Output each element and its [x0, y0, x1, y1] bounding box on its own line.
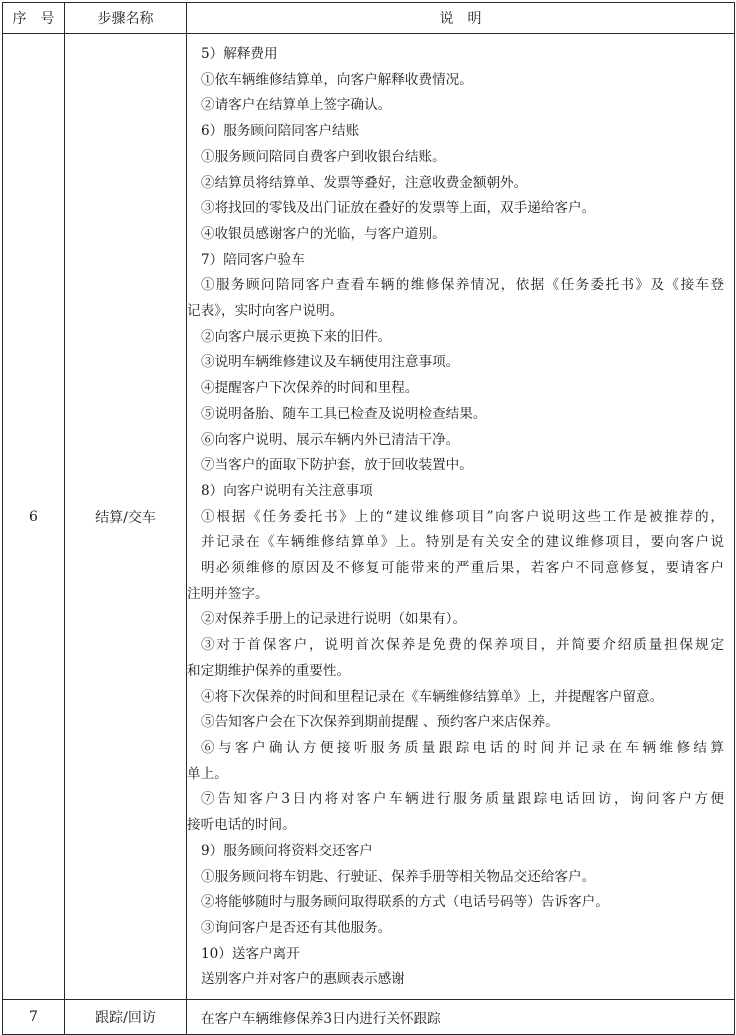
description-line: ③对于首保客户，说明首次保养是免费的保养项目，并简要介绍质量担保规定: [201, 637, 724, 654]
description-line: ⑥向客户说明、展示车辆内外已清洁干净。: [201, 431, 460, 448]
description-line: 单上。: [187, 765, 228, 782]
description-line: ②向客户展示更换下来的旧件。: [201, 328, 392, 345]
description-line: 10）送客户离开: [201, 945, 300, 962]
description-line: ⑦当客户的面取下防护套，放于回收装置中。: [201, 457, 473, 474]
description-line: 送别客户并对客户的惠顾表示感谢: [201, 971, 405, 988]
description-line: ③说明车辆维修建议及车辆使用注意事项。: [201, 354, 460, 371]
description-line: ①服务顾问陪同自费客户到收银台结账。: [201, 148, 446, 165]
description-line: ③将找回的零钱及出门证放在叠好的发票等上面，双手递给客户。: [201, 200, 596, 217]
description-line: 注明并签字。: [187, 585, 269, 602]
description-line: ⑤告知客户会在下次保养到期前提醒 、预约客户来店保养。: [201, 714, 559, 731]
procedure-table: [2, 2, 735, 1035]
description-line: 9）服务顾问将资料交还客户: [201, 842, 373, 859]
description-line: ①服务顾问将车钥匙、行驶证、保养手册等相关物品交还给客户。: [201, 868, 596, 885]
description-line: 8）向客户说明有关注意事项: [201, 482, 373, 499]
description-line: 7）陪同客户验车: [201, 251, 305, 268]
description-line: 6）服务顾问陪同客户结账: [201, 123, 360, 140]
description-line: ⑥与客户确认方便接听服务质量跟踪电话的时间并记录在车辆维修结算: [201, 739, 724, 756]
description-line: ②对保养手册上的记录进行说明（如果有）。: [201, 611, 467, 628]
description-line: ⑤说明备胎、随车工具已检查及说明检查结果。: [201, 405, 487, 422]
description-line: ①服务顾问陪同客户查看车辆的维修保养情况，依据《任务委托书》及《接车登: [201, 277, 724, 294]
table-row: [3, 34, 735, 1000]
header-number: 序 号: [3, 3, 65, 34]
description-line: ④提醒客户下次保养的时间和里程。: [201, 380, 419, 397]
description-line: ①根据《任务委托书》上的“建议维修项目”向客户说明这些工作是被推荐的，: [201, 508, 724, 525]
description-line: ②结算员将结算单、发票等叠好，注意收费金额朝外。: [201, 174, 528, 191]
row-step-name: 结算/交车: [65, 34, 187, 1000]
row-number: 6: [3, 34, 65, 1000]
description-line: 5）解释费用: [201, 46, 278, 62]
table-header-row: [3, 3, 735, 34]
description-line: 记表》，实时向客户说明。: [187, 303, 344, 320]
table-row: [3, 1000, 735, 1035]
row-number: 7: [3, 1000, 65, 1035]
description-line: ④将下次保养的时间和里程记录在《车辆维修结算单》上，并提醒客户留意。: [201, 688, 664, 705]
description-line: ③询问客户是否还有其他服务。: [201, 919, 392, 936]
row-description: 在客户车辆维修保养3日内进行关怀跟踪: [187, 1000, 735, 1035]
row-description: [187, 34, 735, 1000]
description-line: ①依车辆维修结算单，向客户解释收费情况。: [201, 71, 473, 88]
description-line: ②将能够随时与服务顾问取得联系的方式（电话号码等）告诉客户。: [201, 894, 609, 911]
header-description: 说 明: [187, 3, 735, 34]
description-line: 并记录在《车辆维修结算单》上。特别是有关安全的建议维修项目，要向客户说: [201, 534, 724, 551]
description-line: 接听电话的时间。: [187, 817, 296, 834]
description-line: ④收银员感谢客户的光临，与客户道别。: [201, 225, 446, 242]
description-line: 和定期维护保养的重要性。: [187, 662, 351, 679]
header-step-name: 步骤名称: [65, 3, 187, 34]
row-step-name: 跟踪/回访: [65, 1000, 187, 1035]
description-line: ②请客户在结算单上签字确认。: [201, 97, 392, 114]
description-line: ⑦告知客户3日内将对客户车辆进行服务质量跟踪电话回访，询问客户方便: [201, 791, 724, 808]
description-line: 明必须维修的原因及不修复可能带来的严重后果，若客户不同意修复，要请客户: [201, 560, 724, 577]
